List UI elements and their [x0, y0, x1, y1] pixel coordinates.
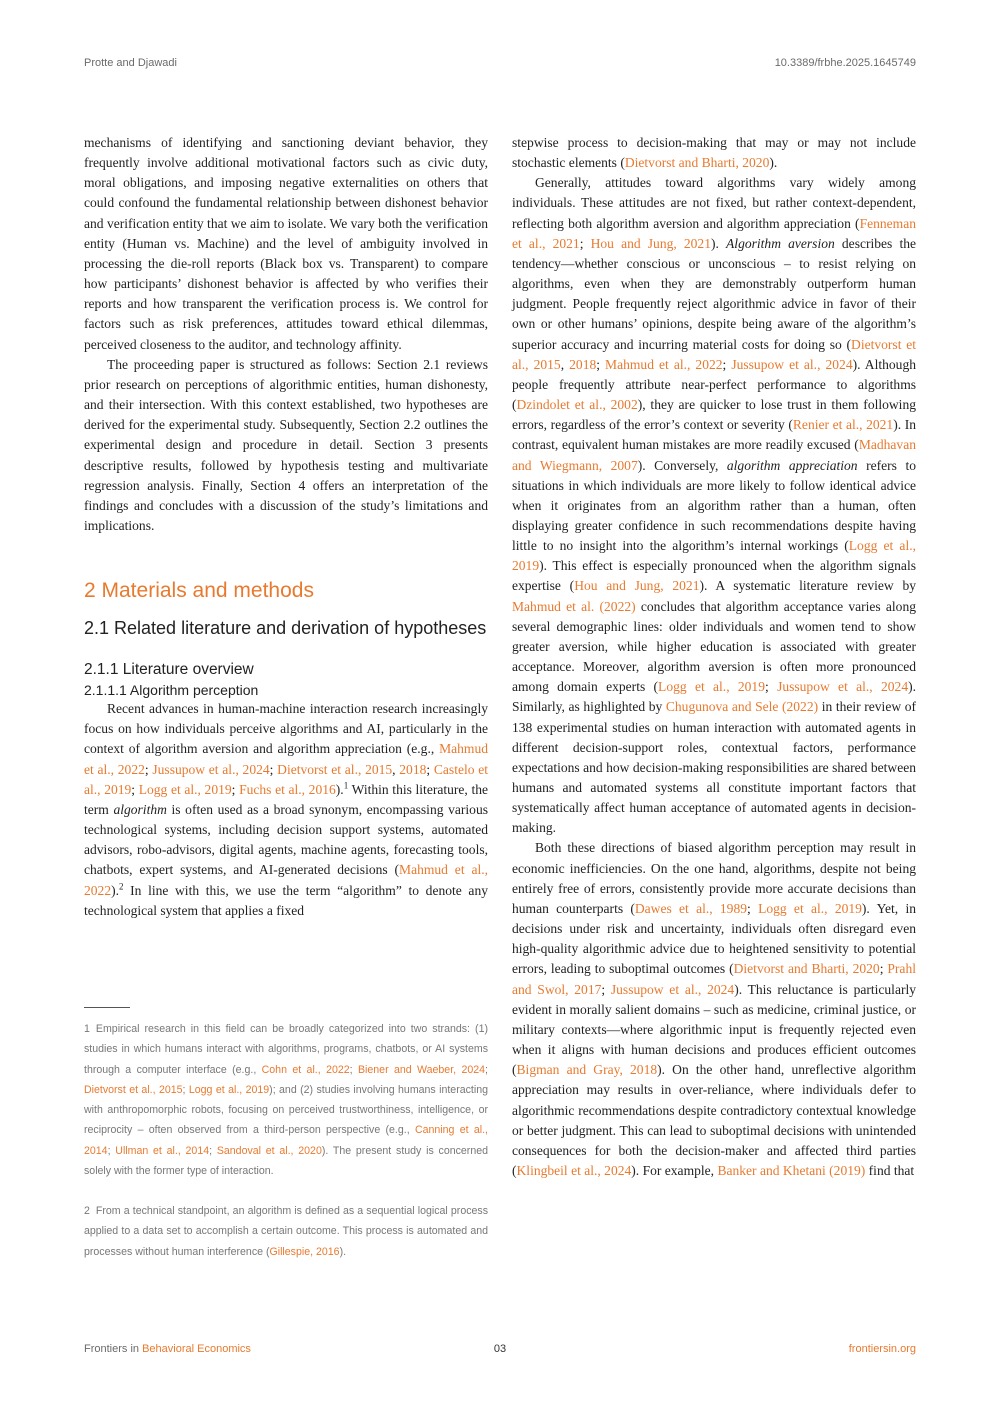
text: ); and (2) studies involving humans interacting with anthropomorphic robots, focusing on perceived trustworthiness, intelligence, or reciprocity – often observed from a third-person perspective (e.g., [84, 1083, 488, 1137]
text: From a technical standpoint, an algorithm is defined as a sequential logical process applied to a data set to accomplish a certain outcome. This process is automated and processes without human interference ( [84, 1205, 488, 1258]
paragraph: mechanisms of identifying and sanctioning deviant behavior, they frequently involve additional motivational factors such as civic duty, moral obligations, and imposing negative externalities on others that could confound the fundamental relationship between dishonest behavior and verification entity that we aim to isolate. We vary both the verification entity (Human vs. Machine) and the level of ambiguity involved in processing the die-roll reports (Black box vs. Transparent) to compare how participants’ dishonest behavior is affected by who verifies their reports and how transparent the verification process is. We control for factors such as risk preferences, attitudes toward ethical dilemmas, perceived closeness to the auditor, and technology affinity. [84, 135, 488, 352]
citation-link[interactable]: Logg et al., 2019 [658, 679, 765, 695]
text: ). This effect is especially pronounced when the algorithm signals expertise ( [512, 558, 916, 594]
text: ). A systematic literature review by [699, 578, 916, 594]
subsection-heading: 2.1 Related literature and derivation of hypotheses [84, 618, 487, 639]
citation-link[interactable]: Jussupow et al., 2024 [731, 356, 853, 372]
text: ). Although people frequently attribute near-perfect performance to algorithms ( [512, 356, 916, 413]
text: ). Yet, in decisions under risk and uncertainty, individuals often disregard even high-quality algorithmic advice due to heightened sensitivity to potential errors, leading to suboptimal outcomes ( [512, 900, 916, 977]
citation-link[interactable]: Mahmud et al., 2022 [84, 862, 488, 898]
text: ; [596, 356, 606, 372]
citation-link[interactable]: Madhavan and Wiegmann, 2007 [512, 437, 916, 473]
citation-link[interactable]: Dawes et al., 1989 [634, 900, 748, 916]
left-column [84, 133, 488, 921]
footnote-number: 2 [84, 1205, 90, 1217]
text: ). Conversely, [637, 457, 727, 473]
text: ; [182, 1083, 189, 1096]
text: ), they are quicker to lose trust in them following errors, regardless of the error’s context or severity ( [512, 397, 916, 433]
right-column [512, 133, 916, 1181]
emphasis: algorithm [113, 801, 167, 817]
site-link[interactable]: frontiersin.org [848, 1343, 916, 1355]
citation-link[interactable]: Logg et al., 2019 [512, 538, 916, 574]
citation-link[interactable]: Dietvorst et al., 2015 [84, 1083, 183, 1096]
text: refers to situations in which individuals are more likely to follow identical advice when it originates from an algorithm rather than a human, often displaying greater confidence in such recommendations despite having little to no insight into the algorithm’s internal workings ( [512, 457, 916, 554]
text: in their review of 138 experimental studies on human interaction with automated agents in different decision-support roles, contextual factors, performance expectations and how decision-making responsibilities are shared between humans and automated systems all constitute important factors that systematically affect human acceptance of automated agents in decision-making. [512, 699, 916, 836]
citation-link[interactable]: Biener and Waeber, 2024 [357, 1063, 486, 1076]
text: ). On the other hand, unreflective algorithm appreciation may results in over-reliance, where individuals defer to algorithmic recommendations despite contradictory contextual knowledge or better judgment. This can lead to suboptimal decisions with unintended consequences for both the decision-maker and affected third parties ( [512, 1062, 916, 1178]
text: is often used as a broad synonym, encompassing various technological systems, including decision support systems, automated advisors, robo-advisors, digital agents, machine agents, forecasting tools, chatbots, expert systems, and AI-generated decisions ( [84, 801, 488, 878]
text: ; [722, 356, 732, 372]
footnote-number: 1 [84, 1023, 90, 1035]
paragraph [512, 173, 916, 838]
text: ; [764, 679, 778, 695]
text: Generally, attitudes toward algorithms vary widely among individuals. These attitudes are not fixed, but rather context-dependent, reflecting both algorithm aversion and algorithm appreciation ( [512, 175, 916, 231]
text: , [392, 761, 400, 777]
citation-link[interactable]: Mahmud et al., 2022 [84, 741, 488, 777]
text: In line with this, we use the term “algorithm” to denote any technological system that applies a fixed [84, 882, 488, 918]
citation-link[interactable]: Ullman et al., 2014 [115, 1144, 210, 1157]
text: ). This reluctance is particularly evident in morally salient domains – such as medicine, criminal justice, or military contexts—where algorithmic input is frequently rejected even when it aligns with human decisions and produces efficient outcomes ( [512, 981, 917, 1078]
text: ). [339, 1245, 347, 1258]
citation-link[interactable]: Klingbeil et al., 2024 [516, 1162, 632, 1178]
text: ; [349, 1063, 358, 1076]
citation-link[interactable]: Canning et al., 2014 [84, 1124, 488, 1157]
text: , [560, 356, 570, 372]
text: Both these directions of biased algorithm perception may result in economic inefficiencies. On the one hand, algorithms, despite not being entirely free of errors, consistently provide more accurate decisions than human counterparts ( [512, 840, 916, 916]
text: Empirical research in this field can be broadly categorized into two strands: (1) studies in which humans interact with algorithms, programs, chatbots, or AI systems through a computer interface (e.g., [84, 1023, 488, 1076]
text: ; [579, 235, 591, 251]
text: Recent advances in human-machine interaction research increasingly focus on how individuals perceive algorithms and AI, particularly in the context of algorithm aversion and algorithm appreciation (e.g., [84, 701, 488, 757]
text: describes the tendency—whether conscious or unconscious – to resist relying on algorithms, even when they are demonstrably outperform human judgment. People frequently reject algorithmic advice in favor of their own or other humans’ opinions, despite being aware of the algorithm’s superior accuracy and incurring material costs for doing so ( [512, 235, 916, 352]
text: ; [426, 761, 434, 777]
footnote-marker[interactable]: 1 [343, 780, 349, 791]
citation-link[interactable]: Banker and Khetani (2019) [717, 1162, 866, 1178]
citation-link[interactable]: Hou and Jung, 2021 [574, 578, 700, 594]
citation-link[interactable]: Chugunova and Sele (2022) [665, 699, 819, 715]
page-footer [84, 1343, 916, 1355]
citation-link[interactable]: Dietvorst and Bharti, 2020 [733, 961, 880, 977]
text: ). [710, 235, 727, 251]
citation-link[interactable]: Logg et al., 2019 [138, 781, 232, 797]
emphasis: Algorithm aversion [726, 235, 835, 251]
citation-link[interactable]: Jussupow et al., 2024 [610, 981, 735, 997]
text: ; [879, 961, 888, 977]
text: ). Similarly, as highlighted by [512, 679, 916, 715]
paragraph [512, 133, 916, 173]
text: ). [111, 882, 119, 898]
citation-link[interactable]: Logg et al., 2019 [188, 1083, 270, 1096]
text: ). For example, [631, 1162, 718, 1178]
citation-link[interactable]: Jussupow et al., 2024 [152, 761, 270, 777]
text: ; [485, 1063, 488, 1076]
citation-link[interactable]: Prahl and Swol, 2017 [512, 961, 916, 997]
citation-link[interactable]: Hou and Jung, 2021 [590, 235, 711, 251]
citation-link[interactable]: Mahmud et al. (2022) [512, 598, 636, 614]
text: ; [231, 781, 240, 797]
paragraph [84, 699, 488, 921]
citation-link[interactable]: Castelo et al., 2019 [84, 761, 489, 797]
citation-link[interactable]: Fuchs et al., 2016 [239, 781, 336, 797]
text: ; [601, 981, 611, 997]
footnote-1 [84, 1019, 488, 1181]
text: concludes that algorithm acceptance varies along several demographic lines: older individuals and women tend to show greater aversion, while higher education is associated with greater acceptance. Moreover, algorithm aversion is often more pronounced among domain experts ( [512, 598, 916, 695]
text: ; [144, 761, 153, 777]
text: ; [269, 761, 278, 777]
footnote-2 [84, 1201, 488, 1262]
citation-link[interactable]: 2018 [399, 761, 427, 777]
doi[interactable]: 10.3389/frbhe.2025.1645749 [774, 57, 916, 69]
page-header [84, 57, 916, 69]
text: ; [131, 781, 139, 797]
subsubsection-heading: 2.1.1 Literature overview [84, 661, 254, 679]
text: ). The present study is concerned solely with the former type of interaction. [84, 1144, 488, 1178]
citation-link[interactable]: Dietvorst et al., 2015 [277, 761, 393, 777]
journal-name: Behavioral Economics [142, 1343, 251, 1355]
text: ; [747, 900, 759, 916]
emphasis: algorithm appreciation [726, 457, 858, 473]
paragraph [512, 838, 916, 1181]
text: ; [107, 1144, 116, 1157]
citation-link[interactable]: Sandoval et al., 2020 [216, 1144, 322, 1157]
citation-link[interactable]: Dietvorst and Bharti, 2020 [624, 155, 770, 171]
citation-link[interactable]: Logg et al., 2019 [758, 900, 862, 916]
journal-prefix: Frontiers in [84, 1343, 140, 1355]
citation-link[interactable]: Dietvorst et al., 2015 [512, 336, 916, 372]
citation-link[interactable]: 2018 [569, 356, 597, 372]
section-heading: 2 Materials and methods [84, 579, 314, 603]
citation-link[interactable]: Cohn et al., 2022 [261, 1063, 350, 1076]
citation-link[interactable]: Fenneman et al., 2021 [512, 215, 916, 251]
text: find that [865, 1162, 915, 1178]
paragraph: The proceeding paper is structured as follows: Section 2.1 reviews prior research on perceptions of algorithmic entities, human dishonesty, and their intersection. With this context established, two hypotheses are derived for the experimental study. Subsequently, Section 2.2 outlines the experimental design and procedure in detail. Section 3 presents descriptive results, followed by hypothesis testing and multivariate regression analysis. Finally, Section 4 offers an interpretation of the findings and concludes with a discussion of the study’s limitations and implications. [84, 356, 488, 533]
text: ). [769, 155, 778, 171]
citation-link[interactable]: Gillespie, 2016 [269, 1245, 340, 1258]
subsubsubsection-heading: 2.1.1.1 Algorithm perception [84, 682, 259, 699]
footnote-marker[interactable]: 2 [119, 881, 124, 892]
page-number: 03 [493, 1343, 507, 1355]
text: ). [335, 781, 344, 797]
text: ). In contrast, equivalent human mistakes are more readily excused ( [512, 417, 916, 453]
text: Within this literature, the term [84, 781, 488, 817]
citation-link[interactable]: Jussupow et al., 2024 [777, 679, 909, 695]
citation-link[interactable]: Renier et al., 2021 [792, 417, 894, 433]
citation-link[interactable]: Bigman and Gray, 2018 [516, 1062, 658, 1078]
running-authors: Protte and Djawadi [84, 57, 177, 69]
text: stepwise process to decision-making that may or may not include stochastic elements ( [512, 135, 916, 171]
citation-link[interactable]: Mahmud et al., 2022 [605, 356, 723, 372]
footnote-rule [84, 1007, 130, 1008]
citation-link[interactable]: Dzindolet et al., 2002 [516, 397, 638, 413]
text: ; [209, 1144, 217, 1157]
